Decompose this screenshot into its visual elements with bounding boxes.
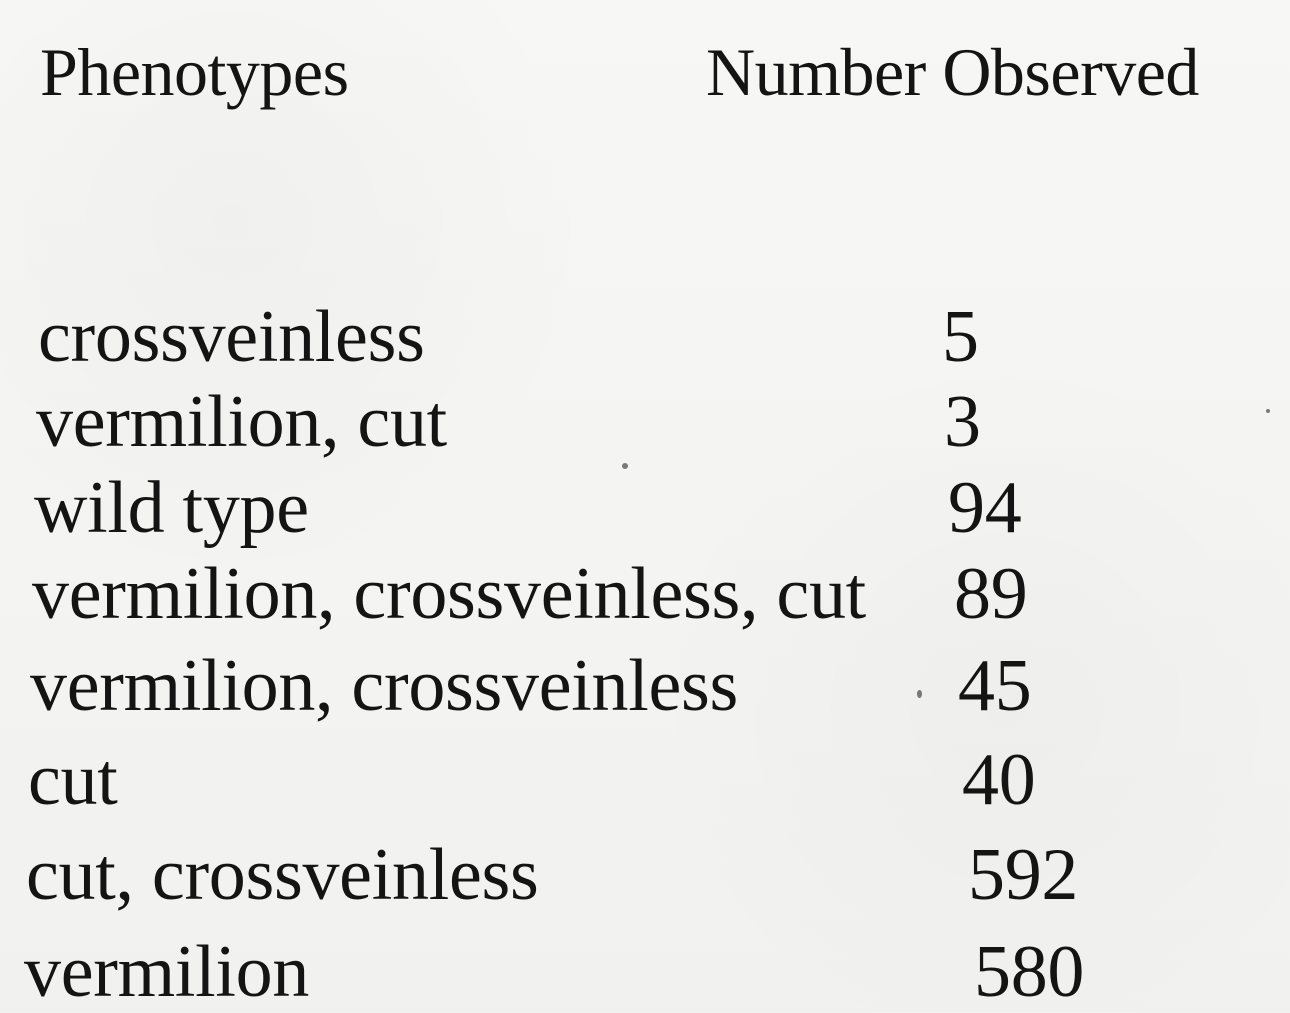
count-cell: 94 (948, 467, 1022, 549)
count-cell: 3 (944, 381, 981, 463)
phenotype-cell: cut (28, 739, 118, 821)
ink-speck (1266, 409, 1270, 413)
phenotype-cell: crossveinless (38, 296, 425, 378)
ink-speck (622, 463, 628, 469)
count-cell: 580 (974, 931, 1085, 1013)
phenotype-cell: wild type (34, 467, 309, 549)
phenotype-cell: vermilion (24, 931, 310, 1013)
count-cell: 45 (958, 645, 1032, 727)
phenotype-cell: cut, crossveinless (26, 834, 539, 916)
count-cell: 40 (962, 739, 1036, 821)
phenotypes-header: Phenotypes (40, 34, 349, 110)
count-cell: 592 (968, 834, 1079, 916)
phenotype-cell: vermilion, crossveinless (30, 645, 739, 727)
ink-speck (917, 690, 922, 698)
number-observed-header: Number Observed (706, 34, 1199, 110)
phenotype-cell: vermilion, cut (36, 381, 447, 463)
phenotype-cell: vermilion, crossveinless, cut (32, 553, 866, 635)
count-cell: 5 (942, 296, 979, 378)
count-cell: 89 (954, 553, 1028, 635)
